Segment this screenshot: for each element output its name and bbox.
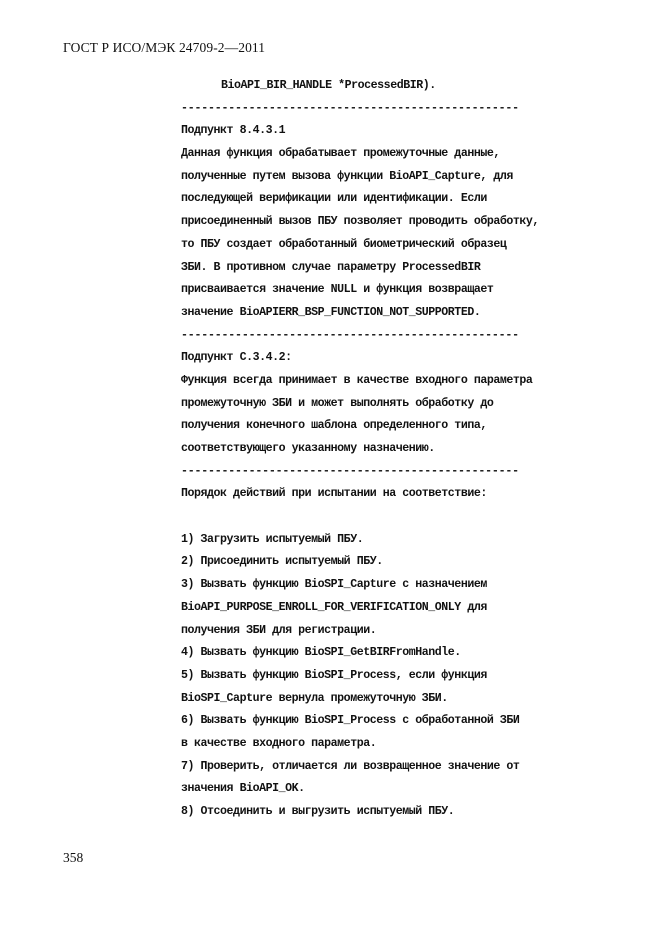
procedure-step: 4) Вызвать функцию BioSPI_GetBIRFromHandle. xyxy=(181,646,461,660)
procedure-step: 6) Вызвать функцию BioSPI_Process с обработанной ЗБИ xyxy=(181,714,520,728)
procedure-step: 5) Вызвать функцию BioSPI_Process, если функция xyxy=(181,668,487,682)
separator-line: -------------------------------------------------- xyxy=(181,101,519,115)
text-line: получения конечного шаблона определенного типа, xyxy=(181,419,487,433)
text-line: соответствующего указанному назначению. xyxy=(181,442,435,455)
procedure-heading: Порядок действий при испытании на соответствие: xyxy=(181,487,487,501)
procedure-step: BioAPI_PURPOSE_ENROLL_FOR_VERIFICATION_ONLY для xyxy=(181,600,487,614)
page-number: 358 xyxy=(63,850,84,865)
text-line: присваивается значение NULL и функция возвращает xyxy=(181,283,494,297)
procedure-step: 7) Проверить, отличается ли возвращенное значение от xyxy=(181,759,520,773)
procedure-step: 1) Загрузить испытуемый ПБУ. xyxy=(181,532,364,546)
text-line: Функция всегда принимает в качестве входного параметра xyxy=(181,373,533,387)
text-line: значение BioAPIERR_BSP_FUNCTION_NOT_SUPPORTED. xyxy=(181,305,481,319)
subclause-heading: Подпункт C.3.4.2: xyxy=(181,351,292,365)
procedure-step: 2) Присоединить испытуемый ПБУ. xyxy=(181,555,383,569)
procedure-step: в качестве входного параметра. xyxy=(181,736,377,750)
procedure-step: 8) Отсоединить и выгрузить испытуемый ПБУ. xyxy=(181,805,455,818)
document-header: ГОСТ Р ИСО/МЭК 24709-2—2011 xyxy=(63,40,266,55)
text-line: Данная функция обрабатывает промежуточные данные, xyxy=(181,147,500,161)
procedure-step: 3) Вызвать функцию BioSPI_Capture с назначением xyxy=(181,578,487,592)
text-line: последующей верификации или идентификации. Если xyxy=(181,192,487,206)
code-line: BioAPI_BIR_HANDLE *ProcessedBIR). xyxy=(221,79,436,92)
procedure-step: значения BioAPI_OK. xyxy=(181,782,305,796)
subclause-heading: Подпункт 8.4.3.1 xyxy=(181,124,286,138)
text-line: полученные путем вызова функции BioAPI_Capture, для xyxy=(181,169,513,183)
blank-line xyxy=(181,506,621,529)
text-line: ЗБИ. В противном случае параметру ProcessedBIR xyxy=(181,260,481,274)
procedure-step: получения ЗБИ для регистрации. xyxy=(181,623,377,637)
separator-line: -------------------------------------------------- xyxy=(181,328,519,342)
separator-line: -------------------------------------------------- xyxy=(181,464,519,478)
text-line: промежуточную ЗБИ и может выполнять обработку до xyxy=(181,396,494,410)
text-line: присоединенный вызов ПБУ позволяет проводить обработку, xyxy=(181,215,539,229)
procedure-step: BioSPI_Capture вернула промежуточную ЗБИ. xyxy=(181,691,448,705)
text-line: то ПБУ создает обработанный биометрический образец xyxy=(181,237,507,251)
code-listing xyxy=(181,75,621,824)
